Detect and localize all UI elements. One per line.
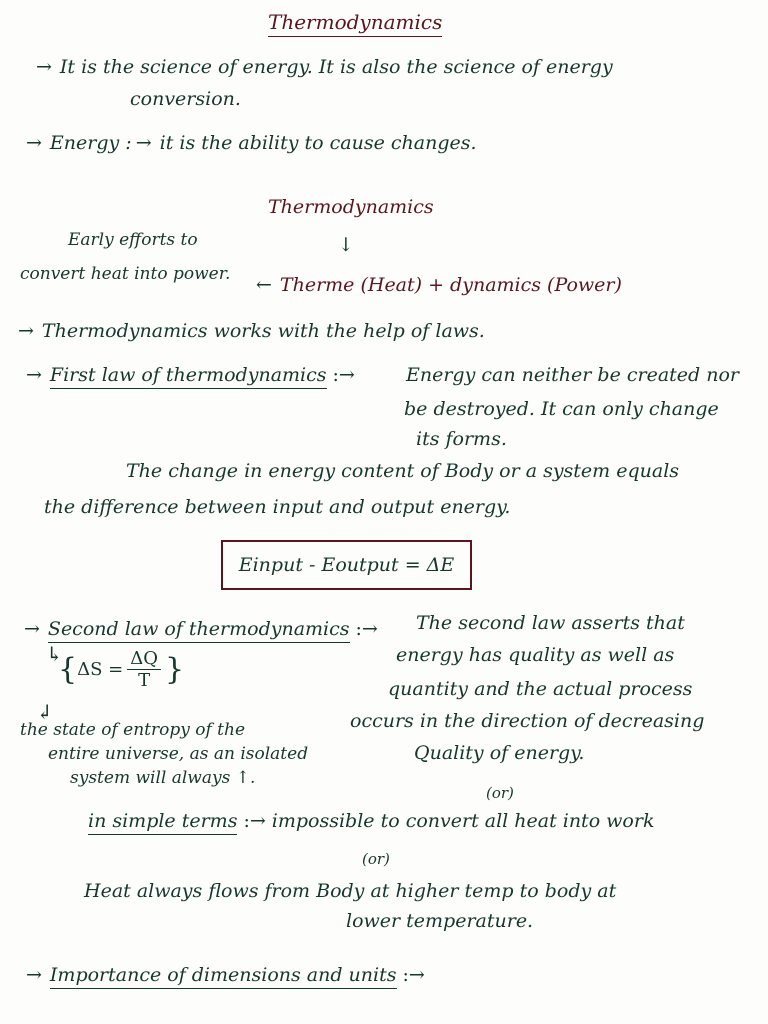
first-law-text-1: Energy can neither be created nor [406,364,739,386]
second-law-text-4: occurs in the direction of decreasing [350,710,705,732]
importance-separator: :→ [402,964,425,986]
second-law-separator: :→ [355,618,378,640]
formula-numerator: ΔQ [127,648,161,670]
arrow-right-icon: → [26,364,42,386]
heat-flow-1: Heat always flows from Body at higher temp to body at [84,880,617,902]
formula-denominator: T [138,670,151,691]
definition-line-2 [130,90,241,109]
laws-text: Thermodynamics works with the help of laws. [41,320,485,342]
arrow-right-icon: → [18,320,34,342]
definition-text-b: conversion. [130,88,241,110]
first-law-heading [26,366,355,385]
down-hook-arrow-icon: ↲ [36,700,53,724]
right-brace: } [165,652,185,687]
entropy-text-2: entire universe, as an isolated [48,744,309,764]
etymology-text: Therme (Heat) + dynamics (Power) [279,274,622,296]
definition-line-1 [36,58,613,77]
arrow-right-icon: → [36,56,52,78]
etymology [256,276,622,295]
first-law-text-3: its forms. [416,428,507,450]
equation-text: Einput - Eoutput = ΔE [238,554,455,576]
second-law-text-3: quantity and the actual process [388,678,693,700]
early-efforts-2: convert heat into power. [20,264,231,284]
simple-terms-line [88,812,654,831]
definition-text-a: It is the science of energy. It is also the science of energy [59,56,613,78]
first-law-separator: :→ [332,364,355,386]
second-law-text-2: energy has quality as well as [396,644,675,666]
second-law-label: Second law of thermodynamics [48,618,350,643]
formula-fraction [127,648,161,691]
entropy-formula [58,648,184,691]
down-arrow-icon: ↓ [338,234,354,256]
arrow-left-icon: ← [256,274,272,296]
entropy-text-1: the state of entropy of the [20,720,246,740]
second-law-text-5: Quality of energy. [414,742,585,764]
hook-arrow-icon: ↳ [46,642,63,666]
importance-heading [26,966,425,985]
arrow-right-icon: → [26,964,42,986]
energy-change-1: The change in energy content of Body or a system equals [126,460,680,482]
arrow-right-icon: → [26,132,42,154]
or-separator-2: (or) [362,850,390,868]
heat-flow-2: lower temperature. [346,910,534,932]
simple-terms-text: impossible to convert all heat into work [271,810,655,832]
formula-lhs: ΔS = [77,659,124,680]
energy-label: Energy : [49,132,132,154]
second-law-heading [24,620,378,639]
energy-definition [26,134,477,153]
importance-label: Importance of dimensions and units [50,964,397,989]
first-law-text-2: be destroyed. It can only change [404,398,719,420]
entropy-text-3: system will always ↑. [70,768,256,788]
first-law-label: First law of thermodynamics [50,364,327,389]
subtitle: Thermodynamics [268,196,434,218]
energy-balance-equation [221,540,472,590]
arrow-right-icon: → [24,618,40,640]
title-text: Thermodynamics [268,10,442,37]
laws-line [18,322,485,341]
energy-change-2: the difference between input and output energy. [44,496,511,518]
page-title [268,12,442,32]
simple-terms-separator: :→ [243,810,266,832]
second-law-text-1: The second law asserts that [416,612,685,634]
energy-def-text: it is the ability to cause changes. [159,132,477,154]
simple-terms-label: in simple terms [88,810,237,835]
left-brace: { [58,652,78,687]
or-separator-1: (or) [486,784,514,802]
early-efforts-1: Early efforts to [68,230,198,250]
arrow-right-icon: → [135,132,152,154]
